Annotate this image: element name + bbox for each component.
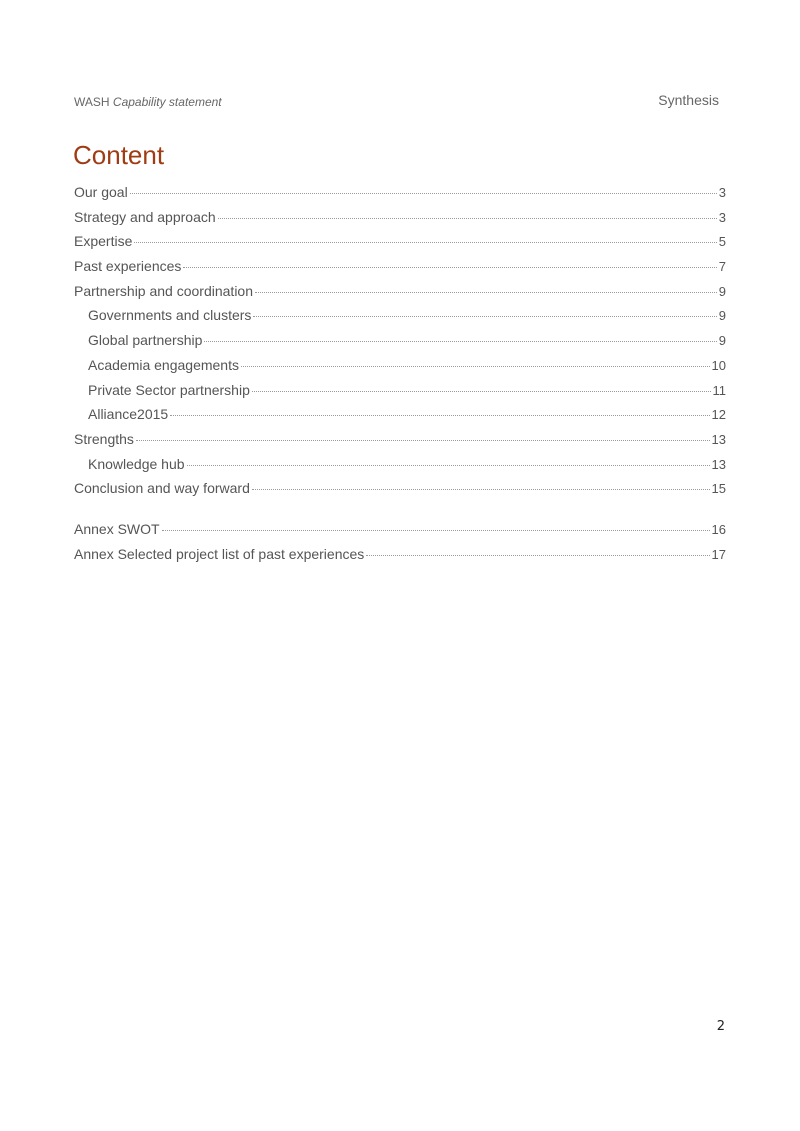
toc-dot-leader — [255, 292, 717, 293]
toc-entry-page: 11 — [712, 382, 726, 398]
toc-entry-expertise[interactable] — [74, 233, 726, 258]
running-header-title — [74, 95, 222, 109]
toc-entry-page: 16 — [711, 521, 726, 537]
running-header-section: Synthesis — [658, 92, 719, 108]
toc-entry-global-partnership[interactable] — [74, 332, 726, 357]
toc-entry-label: Alliance2015 — [88, 406, 169, 423]
toc-entry-label: Global partnership — [88, 332, 203, 349]
toc-entry-page: 13 — [711, 456, 726, 472]
toc-dot-leader — [204, 341, 716, 342]
toc-dot-leader — [183, 267, 716, 268]
toc-dot-leader — [187, 465, 710, 466]
toc-entry-label: Academia engagements — [88, 356, 239, 373]
toc-dot-leader — [241, 366, 710, 367]
toc-entry-label: Private Sector partnership — [88, 381, 250, 398]
table-of-contents — [74, 184, 726, 570]
toc-entry-page: 3 — [718, 209, 726, 225]
toc-entry-annex-swot[interactable] — [74, 521, 726, 546]
toc-dot-leader — [252, 391, 711, 392]
toc-entry-strategy-and-approach[interactable] — [74, 209, 726, 234]
toc-entry-label: Strategy and approach — [74, 208, 216, 225]
toc-entry-conclusion-and-way-forward[interactable] — [74, 480, 726, 505]
toc-entry-knowledge-hub[interactable] — [74, 456, 726, 481]
toc-entry-past-experiences[interactable] — [74, 258, 726, 283]
toc-entry-label: Annex SWOT — [74, 520, 160, 537]
toc-dot-leader — [130, 193, 717, 194]
toc-entry-partnership-and-coordination[interactable] — [74, 283, 726, 308]
toc-entry-label: Partnership and coordination — [74, 282, 254, 299]
toc-entry-label: Our goal — [74, 184, 128, 200]
toc-entry-private-sector-partnership[interactable] — [74, 382, 726, 407]
toc-dot-leader — [252, 489, 710, 490]
toc-dot-leader — [253, 316, 716, 317]
toc-entry-label: Conclusion and way forward — [74, 480, 250, 497]
toc-entry-label: Expertise — [74, 233, 133, 250]
toc-entry-strengths[interactable] — [74, 431, 726, 456]
toc-entry-page: 13 — [711, 431, 726, 447]
toc-dot-leader — [136, 440, 710, 441]
toc-entry-label: Knowledge hub — [88, 455, 185, 472]
toc-entry-page: 3 — [718, 185, 726, 200]
toc-entry-page: 10 — [711, 357, 726, 373]
toc-entry-page: 9 — [718, 283, 726, 299]
page-number: 2 — [716, 1019, 725, 1034]
toc-entry-annex-project-list[interactable] — [74, 546, 726, 571]
toc-entry-page: 5 — [718, 234, 726, 250]
toc-entry-page: 17 — [711, 546, 726, 562]
toc-entry-label: Strengths — [74, 430, 134, 447]
header-prefix: WASH — [74, 95, 110, 109]
toc-entry-page: 9 — [718, 333, 726, 349]
toc-entry-page: 9 — [718, 308, 726, 324]
toc-entry-page: 15 — [711, 481, 726, 497]
toc-entry-academia-engagements[interactable] — [74, 357, 726, 382]
toc-title: Content — [73, 140, 165, 170]
toc-entry-governments-and-clusters[interactable] — [74, 307, 726, 332]
toc-dot-leader — [366, 555, 709, 556]
header-subtitle: Capability statement — [112, 95, 222, 109]
toc-entry-alliance2015[interactable] — [74, 406, 726, 431]
toc-entry-our-goal[interactable] — [74, 184, 726, 209]
toc-entry-label: Annex Selected project list of past experiences — [74, 545, 365, 562]
toc-dot-leader — [218, 218, 717, 219]
toc-entry-page: 7 — [718, 259, 726, 275]
toc-dot-leader — [162, 530, 710, 531]
toc-entry-label: Governments and clusters — [88, 307, 252, 324]
toc-dot-leader — [170, 415, 709, 416]
toc-entry-label: Past experiences — [74, 258, 182, 275]
toc-dot-leader — [134, 242, 716, 243]
toc-entry-page: 12 — [711, 407, 726, 423]
